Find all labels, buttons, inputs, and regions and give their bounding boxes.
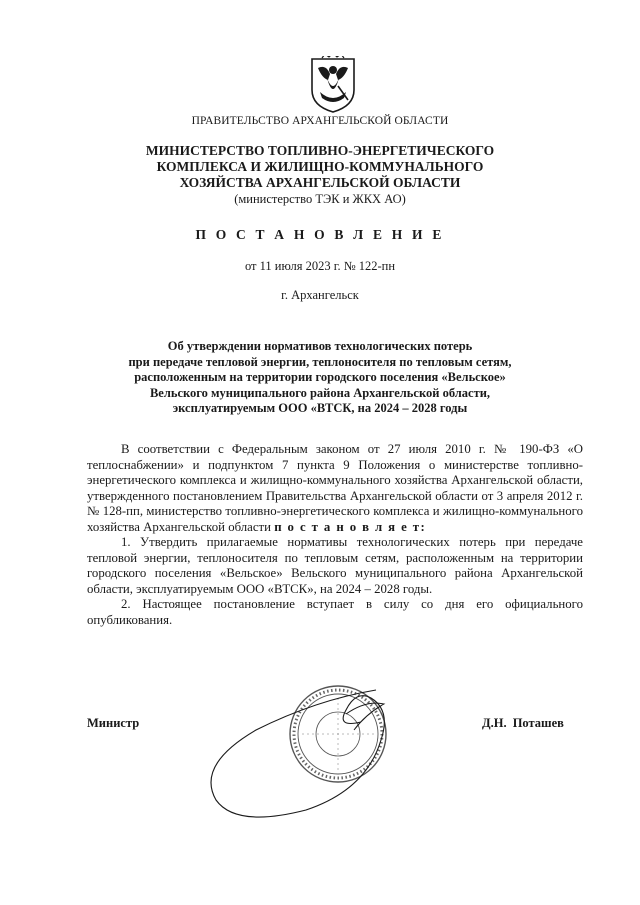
document-date-number: от 11 июля 2023 г. № 122-пн — [244, 259, 396, 273]
document-body — [87, 442, 583, 628]
signatory-position: Министр — [87, 716, 140, 730]
document-subject — [95, 339, 545, 417]
ministry-title-line: МИНИСТЕРСТВО ТОПЛИВНО-ЭНЕРГЕТИЧЕСКОГО — [145, 143, 495, 158]
subject-line: при передаче тепловой энергии, теплоносителя по тепловым сетям, — [128, 354, 512, 369]
preamble-text: В соответствии с Федеральным законом от 27 июля 2010 г. № 190-ФЗ «О теплоснабжении» и подпунктом 7 пункта 9 Положения о министерстве топливно-энергетического комплекса и жилищно-коммунального хозяйства Архангельской области, утвержденного постановлением Правительства Архангельской области от 3 апреля 2012 г. № 128-пп, министерство топливно-энергетического комплекса и жилищно-коммунального хозяйства Архангельской области — [87, 442, 583, 534]
subject-line: расположенным на территории городского поселения «Вельское» — [134, 370, 506, 384]
government-title: ПРАВИТЕЛЬСТВО АРХАНГЕЛЬСКОЙ ОБЛАСТИ — [191, 115, 449, 127]
ministry-title-line: ХОЗЯЙСТВА АРХАНГЕЛЬСКОЙ ОБЛАСТИ — [179, 175, 461, 190]
signatory-name: Д.Н. Поташев — [482, 716, 564, 730]
subject-line: Об утверждении нормативов технологических потерь — [167, 339, 473, 353]
item-1-paragraph: 1. Утвердить прилагаемые нормативы технологических потерь при передаче тепловой энергии, теплоносителя по тепловым сетям, расположенным на территории городского поселения «Вельское» Вельского муниципального района Архангельской области, эксплуатируемым ООО «ВТСК», на 2024 – 2028 годы. — [87, 535, 583, 596]
ministry-short-name: (министерство ТЭК и ЖКХ АО) — [234, 192, 406, 206]
ministry-title — [60, 143, 580, 191]
subject-line: Вельского муниципального района Архангельской области, — [149, 385, 491, 400]
ministry-title-line: КОМПЛЕКСА И ЖИЛИЩНО-КОММУНАЛЬНОГО — [156, 159, 484, 174]
document-type: П О С Т А Н О В Л Е Н И Е — [195, 227, 445, 242]
subject-line: эксплуатируемым ООО «ВТСК, на 2024 – 2028 годы — [172, 401, 468, 415]
arkhangelsk-coat-of-arms-icon — [308, 56, 358, 114]
resolves-word: п о с т а н о в л я е т: — [274, 519, 427, 534]
item-2-paragraph: 2. Настоящее постановление вступает в силу со дня его официального опубликования. — [87, 597, 583, 627]
document-city: г. Архангельск — [281, 288, 359, 302]
handwritten-signature-icon — [196, 670, 406, 830]
preamble-paragraph — [87, 442, 583, 535]
